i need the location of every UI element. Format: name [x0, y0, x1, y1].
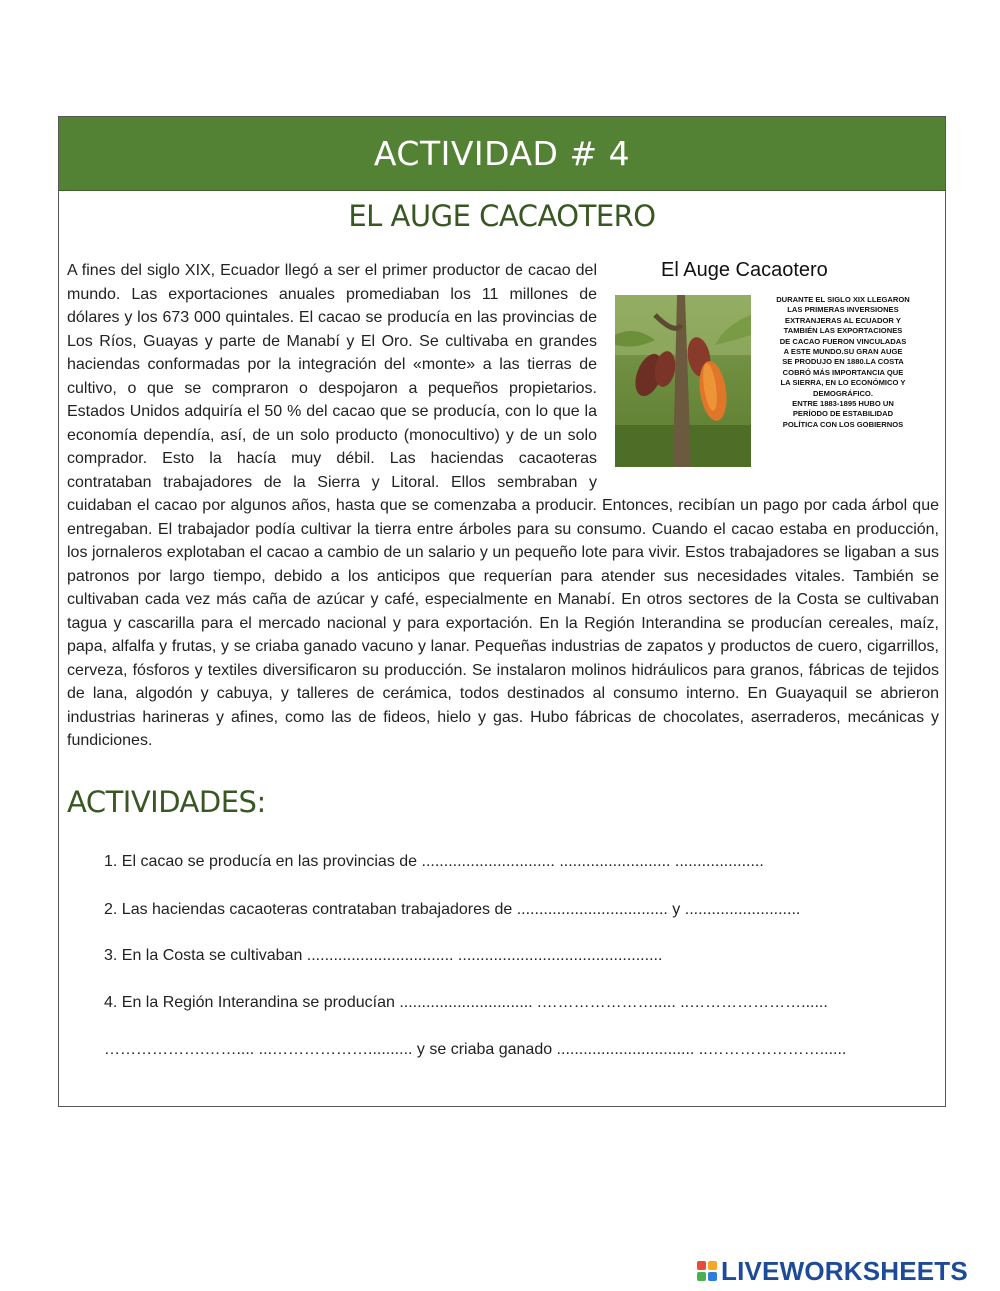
caption-line: ENTRE 1883-1895 HUBO UN	[792, 399, 894, 409]
question-4-continued[interactable]: ……………….…….... ...……………….......... y se criaba ganado ............................... ..…………………......	[104, 1041, 847, 1058]
caption-line: LA SIERRA, EN LO ECONÓMICO Y	[780, 378, 906, 388]
logo-icon	[697, 1261, 717, 1281]
question-3[interactable]: 3. En la Costa se cultivaban ................................. ..............................................	[104, 947, 663, 964]
lesson-title: EL AUGE CACAOTERO	[348, 199, 656, 233]
cacao-tree-photo	[615, 295, 751, 467]
caption-line: POLÍTICA CON LOS GOBIERNOS	[782, 419, 904, 429]
caption-line: TAMBIÉN LAS EXPORTACIONES	[783, 326, 903, 336]
figure-title: El Auge Cacaotero	[661, 259, 828, 281]
question-4[interactable]: 4. En la Región Interandina se producían .............................. .…………………..... ..…………………......	[104, 994, 828, 1011]
question-2[interactable]: 2. Las haciendas cacaoteras contrataban trabajadores de .................................. y ..........................	[104, 901, 801, 918]
caption-line: A ESTE MUNDO.SU GRAN AUGE	[783, 347, 903, 357]
activity-title: ACTIVIDAD # 4	[373, 134, 631, 173]
liveworksheets-logo	[697, 1257, 968, 1285]
caption-line: LAS PRIMERAS INVERSIONES	[787, 305, 899, 315]
caption-line: SE PRODUJO EN 1880.LA COSTA	[782, 357, 904, 367]
caption-line: COBRÓ MÁS IMPORTANCIA QUE	[782, 367, 904, 377]
caption-line: DEMOGRÁFICO.	[813, 388, 873, 398]
caption-line: DE CACAO FUERON VINCULADAS	[779, 336, 907, 346]
activity-banner	[59, 117, 945, 191]
figure-caption	[759, 295, 927, 430]
caption-line: EXTRANJERAS AL ECUADOR Y	[785, 315, 901, 325]
cacao-figure	[609, 259, 939, 474]
question-1[interactable]: 1. El cacao se producía en las provincias de .............................. ......................... ....................	[104, 853, 764, 870]
caption-line: DURANTE EL SIGLO XIX LLEGARON	[776, 295, 910, 304]
cacao-pods-image	[615, 295, 751, 467]
activities-heading: ACTIVIDADES:	[67, 785, 266, 819]
reading-paragraph: A fines del siglo XIX, Ecuador llegó a ser el primer productor de cacao del mundo. Las exportaciones anuales promediaban los 11 millones de dólares y los 673 000 quintales. El cacao se producía en las provincias de Los Ríos, Guayas y parte de Manabí y El Oro. Se cultivaba en grandes haciendas conformadas por la integración del «monte» a las tierras de cultivo, o que se compraron o despojaron a pequeños propietarios. Estados Unidos adquiría el 50 % del cacao que se producía, con lo que la economía dependía, así, de un solo producto (monocultivo) y de un solo comprador. Esto la hacía muy débil. Las haciendas cacaoteras contrataban trabajadores de la Sierra y Litoral. Ellos sembraban y cuidaban el cacao por algunos años, hasta que se comenzaba a producir. Entonces, recibían un pago por cada árbol que entregaban. El trabajador podía cultivar la tierra entre árboles para su consumo. Cuando el cacao estaba en producción, los jornaleros explotaban el cacao a cambio de un salario y un pequeño lote para vivir. Estos trabajadores se ligaban a sus patronos por largo tiempo, debido a los anticipos que requerían para atender sus necesidades vitales. También se cultivaban cada vez más caña de azúcar y café, especialmente en Manabí. En otros sectores de la Costa se cultivaban tagua y cascarilla para el mercado nacional y para exportación. En la Región Interandina se producían cereales, maíz, papa, alfalfa y frutas, y se criaba ganado vacuno y lanar. Pequeñas industrias de zapatos y productos de cuero, cigarrillos, cerveza, fósforos y textiles diversificaron su producción. Se instalaron molinos hidráulicos para granos, fábricas de tejidos de lana, algodón y cabuya, y talleres de cerámica, todos destinados al consumo interno. En Guayaquil se abrieron industrias harineras y afines, como las de fideos, hielo y gas. Hubo fábricas de chocolates, aserraderos, mecánicas y fundiciones.	[67, 262, 939, 749]
worksheet-frame	[58, 116, 946, 1107]
reading-section	[67, 259, 939, 753]
logo-text: LIVEWORKSHEETS	[721, 1255, 968, 1286]
caption-line: PERÍODO DE ESTABILIDAD	[792, 409, 894, 419]
